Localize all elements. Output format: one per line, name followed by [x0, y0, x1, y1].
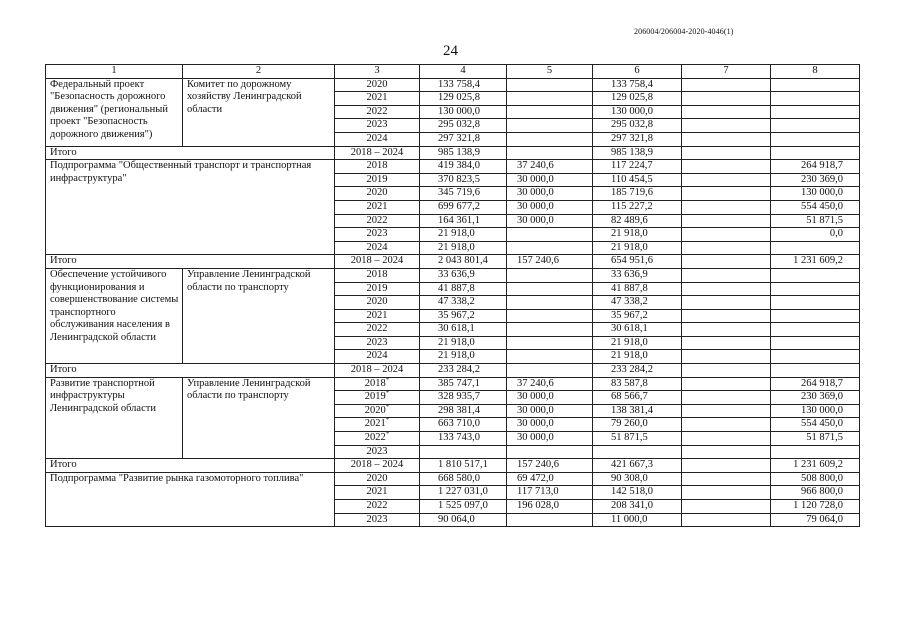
amount-other: 1 231 609,2	[771, 459, 860, 473]
amount-local	[682, 472, 771, 486]
year-cell	[335, 92, 420, 106]
year-cell	[335, 486, 420, 500]
amount-other	[771, 132, 860, 146]
amount-federal: 30 000,0	[507, 187, 593, 201]
amount-regional: 41 887,8	[593, 282, 682, 296]
total-label: Итого	[46, 459, 335, 473]
amount-federal	[507, 146, 593, 160]
page-number: 24	[443, 43, 458, 59]
year-value: 2024	[366, 350, 388, 362]
total-label: Итого	[46, 146, 335, 160]
amount-regional: 79 260,0	[593, 418, 682, 432]
amount-other: 130 000,0	[771, 187, 860, 201]
column-header: 6	[593, 65, 682, 79]
amount-local	[682, 160, 771, 174]
amount-other	[771, 92, 860, 106]
year-value: 2021	[366, 92, 388, 104]
amount-local	[682, 350, 771, 364]
amount-regional: 138 381,4	[593, 404, 682, 418]
amount-federal	[507, 350, 593, 364]
amount-local	[682, 105, 771, 119]
column-header: 7	[682, 65, 771, 79]
year-cell	[335, 513, 420, 527]
amount-regional: 130 000,0	[593, 105, 682, 119]
year-cell	[335, 160, 420, 174]
year-cell	[335, 268, 420, 282]
amount-federal: 30 000,0	[507, 214, 593, 228]
table-row	[46, 377, 860, 391]
amount-local	[682, 173, 771, 187]
amount-regional: 21 918,0	[593, 228, 682, 242]
year-cell	[335, 309, 420, 323]
table-row	[46, 268, 860, 282]
year-range-cell: 2018 – 2024	[335, 459, 420, 473]
amount-local	[682, 200, 771, 214]
year-cell	[335, 296, 420, 310]
amount-local	[682, 445, 771, 459]
year-cell	[335, 282, 420, 296]
amount-regional: 233 284,2	[593, 364, 682, 378]
amount-other: 264 918,7	[771, 160, 860, 174]
amount-local	[682, 92, 771, 106]
amount-federal: 30 000,0	[507, 404, 593, 418]
amount-local	[682, 241, 771, 255]
amount-local	[682, 486, 771, 500]
amount-federal: 37 240,6	[507, 160, 593, 174]
amount-regional: 129 025,8	[593, 92, 682, 106]
amount-federal	[507, 132, 593, 146]
amount-federal: 117 713,0	[507, 486, 593, 500]
amount-total: 21 918,0	[420, 228, 507, 242]
amount-other	[771, 146, 860, 160]
amount-total: 297 321,8	[420, 132, 507, 146]
year-value: 2020	[364, 404, 386, 416]
year-cell	[335, 391, 420, 405]
amount-total: 129 025,8	[420, 92, 507, 106]
amount-other: 1 120 728,0	[771, 500, 860, 514]
responsible-executor: Управление Ленинградской области по транспорту	[183, 268, 335, 363]
amount-federal	[507, 119, 593, 133]
amount-local	[682, 187, 771, 201]
amount-total: 35 967,2	[420, 309, 507, 323]
section-label: Федеральный проект "Безопасность дорожного движения" (региональный проект "Безопасность дорожного движения")	[46, 78, 183, 146]
amount-total: 164 361,1	[420, 214, 507, 228]
amount-total: 21 918,0	[420, 336, 507, 350]
year-value: 2021	[366, 200, 388, 212]
amount-total: 370 823,5	[420, 173, 507, 187]
amount-local	[682, 513, 771, 527]
amount-local	[682, 296, 771, 310]
year-cell	[335, 323, 420, 337]
amount-local	[682, 323, 771, 337]
amount-federal: 157 240,6	[507, 459, 593, 473]
amount-regional: 297 321,8	[593, 132, 682, 146]
document-id: 206004/206004-2020-4046(1)	[634, 27, 734, 36]
year-cell	[335, 214, 420, 228]
amount-federal: 30 000,0	[507, 418, 593, 432]
year-value: 2019	[364, 391, 386, 403]
amount-total: 2 043 801,4	[420, 255, 507, 269]
amount-total: 47 338,2	[420, 296, 507, 310]
amount-federal: 30 000,0	[507, 391, 593, 405]
year-cell	[335, 418, 420, 432]
amount-other: 0,0	[771, 228, 860, 242]
amount-local	[682, 404, 771, 418]
amount-local	[682, 282, 771, 296]
column-header: 8	[771, 65, 860, 79]
amount-total: 133 758,4	[420, 78, 507, 92]
amount-total: 130 000,0	[420, 105, 507, 119]
amount-total: 668 580,0	[420, 472, 507, 486]
amount-total: 1 810 517,1	[420, 459, 507, 473]
amount-total: 328 935,7	[420, 391, 507, 405]
amount-local	[682, 78, 771, 92]
amount-local	[682, 391, 771, 405]
amount-total: 90 064,0	[420, 513, 507, 527]
amount-other	[771, 78, 860, 92]
amount-local	[682, 500, 771, 514]
amount-other	[771, 268, 860, 282]
total-row	[46, 364, 860, 378]
amount-total: 30 618,1	[420, 323, 507, 337]
amount-other: 264 918,7	[771, 377, 860, 391]
amount-regional: 33 636,9	[593, 268, 682, 282]
year-value: 2021	[366, 486, 388, 498]
year-cell	[335, 105, 420, 119]
amount-regional: 185 719,6	[593, 187, 682, 201]
amount-other: 230 369,0	[771, 173, 860, 187]
total-row	[46, 255, 860, 269]
amount-federal: 157 240,6	[507, 255, 593, 269]
amount-regional: 51 871,5	[593, 432, 682, 446]
year-cell	[335, 336, 420, 350]
table-row	[46, 160, 860, 174]
year-value: 2024	[366, 132, 388, 144]
amount-federal: 30 000,0	[507, 200, 593, 214]
year-value: 2019	[366, 282, 388, 294]
year-value: 2019	[366, 173, 388, 185]
amount-federal	[507, 92, 593, 106]
year-value: 2023	[366, 228, 388, 240]
year-value: 2018	[366, 268, 388, 280]
column-header: 2	[183, 65, 335, 79]
amount-other	[771, 445, 860, 459]
amount-other: 230 369,0	[771, 391, 860, 405]
amount-total: 41 887,8	[420, 282, 507, 296]
amount-other: 130 000,0	[771, 404, 860, 418]
responsible-executor: Управление Ленинградской области по транспорту	[183, 377, 335, 459]
amount-federal	[507, 282, 593, 296]
amount-regional: 11 000,0	[593, 513, 682, 527]
amount-total: 233 284,2	[420, 364, 507, 378]
column-header: 1	[46, 65, 183, 79]
year-cell	[335, 350, 420, 364]
amount-other: 966 800,0	[771, 486, 860, 500]
section-label: Развитие транспортной инфраструктуры Ленинградской области	[46, 377, 183, 459]
amount-federal	[507, 309, 593, 323]
footnote-mark: *	[385, 417, 390, 425]
year-range-cell: 2018 – 2024	[335, 146, 420, 160]
budget-table	[45, 64, 860, 527]
amount-total: 21 918,0	[420, 241, 507, 255]
amount-regional: 21 918,0	[593, 350, 682, 364]
amount-local	[682, 119, 771, 133]
year-range-cell: 2018 – 2024	[335, 364, 420, 378]
amount-local	[682, 377, 771, 391]
amount-other: 51 871,5	[771, 432, 860, 446]
year-cell	[335, 472, 420, 486]
year-value: 2018	[364, 377, 386, 389]
amount-regional: 82 489,6	[593, 214, 682, 228]
year-value: 2023	[366, 119, 388, 131]
table-row	[46, 78, 860, 92]
year-value: 2022	[364, 432, 386, 444]
year-cell	[335, 432, 420, 446]
amount-local	[682, 268, 771, 282]
amount-other: 1 231 609,2	[771, 255, 860, 269]
amount-regional: 421 667,3	[593, 459, 682, 473]
amount-regional: 35 967,2	[593, 309, 682, 323]
amount-regional: 68 566,7	[593, 391, 682, 405]
amount-federal	[507, 228, 593, 242]
year-value: 2020	[366, 187, 388, 199]
year-value: 2023	[366, 445, 388, 457]
amount-local	[682, 432, 771, 446]
responsible-executor: Комитет по дорожному хозяйству Ленинградской области	[183, 78, 335, 146]
amount-regional: 90 308,0	[593, 472, 682, 486]
amount-regional: 21 918,0	[593, 336, 682, 350]
amount-other	[771, 282, 860, 296]
amount-federal: 196 028,0	[507, 500, 593, 514]
amount-regional: 21 918,0	[593, 241, 682, 255]
section-label: Подпрограмма "Общественный транспорт и транспортная инфраструктура"	[46, 160, 335, 255]
amount-total: 298 381,4	[420, 404, 507, 418]
year-cell	[335, 119, 420, 133]
amount-local	[682, 228, 771, 242]
amount-federal	[507, 323, 593, 337]
year-cell	[335, 132, 420, 146]
amount-regional: 295 032,8	[593, 119, 682, 133]
amount-federal: 69 472,0	[507, 472, 593, 486]
section-label: Обеспечение устойчивого функционирования и совершенствование системы транспортного обслуживания населения в Ленинградской области	[46, 268, 183, 363]
amount-other	[771, 350, 860, 364]
year-value: 2022	[366, 500, 388, 511]
amount-regional: 110 454,5	[593, 173, 682, 187]
amount-other	[771, 323, 860, 337]
amount-federal	[507, 268, 593, 282]
amount-other: 51 871,5	[771, 214, 860, 228]
amount-regional: 985 138,9	[593, 146, 682, 160]
amount-local	[682, 214, 771, 228]
year-range-cell: 2018 – 2024	[335, 255, 420, 269]
footnote-mark: *	[385, 431, 390, 439]
amount-other: 79 064,0	[771, 513, 860, 527]
amount-regional: 208 341,0	[593, 500, 682, 514]
year-value: 2018	[366, 160, 388, 172]
amount-local	[682, 255, 771, 269]
amount-other: 554 450,0	[771, 200, 860, 214]
amount-federal	[507, 364, 593, 378]
amount-regional	[593, 445, 682, 459]
year-value: 2020	[366, 296, 388, 308]
amount-federal	[507, 513, 593, 527]
year-value: 2022	[366, 214, 388, 226]
total-row	[46, 459, 860, 473]
year-cell	[335, 445, 420, 459]
amount-total: 1 227 031,0	[420, 486, 507, 500]
footnote-mark: *	[385, 404, 390, 411]
year-cell	[335, 78, 420, 92]
amount-federal	[507, 78, 593, 92]
amount-local	[682, 309, 771, 323]
amount-local	[682, 132, 771, 146]
amount-local	[682, 146, 771, 160]
total-label: Итого	[46, 255, 335, 269]
amount-regional: 117 224,7	[593, 160, 682, 174]
year-value: 2020	[366, 472, 388, 484]
year-value: 2023	[366, 513, 388, 525]
section-label: Подпрограмма "Развитие рынка газомоторного топлива"	[46, 472, 335, 526]
amount-total: 663 710,0	[420, 418, 507, 432]
amount-other	[771, 119, 860, 133]
column-header: 5	[507, 65, 593, 79]
amount-other	[771, 241, 860, 255]
year-cell	[335, 404, 420, 418]
total-row	[46, 146, 860, 160]
amount-other	[771, 309, 860, 323]
amount-total: 21 918,0	[420, 350, 507, 364]
column-header: 3	[335, 65, 420, 79]
year-value: 2022	[366, 323, 388, 335]
footnote-mark: *	[385, 377, 390, 384]
amount-regional: 133 758,4	[593, 78, 682, 92]
amount-total: 295 032,8	[420, 119, 507, 133]
amount-total: 699 677,2	[420, 200, 507, 214]
amount-federal: 30 000,0	[507, 432, 593, 446]
table-row	[46, 472, 860, 486]
amount-regional: 654 951,6	[593, 255, 682, 269]
amount-federal	[507, 296, 593, 310]
amount-total	[420, 445, 507, 459]
year-value: 2023	[366, 336, 388, 348]
amount-regional: 83 587,8	[593, 377, 682, 391]
year-value: 2020	[366, 78, 388, 90]
amount-local	[682, 459, 771, 473]
amount-total: 419 384,0	[420, 160, 507, 174]
amount-regional: 47 338,2	[593, 296, 682, 310]
amount-local	[682, 418, 771, 432]
amount-other	[771, 364, 860, 378]
footnote-mark: *	[385, 390, 390, 398]
year-cell	[335, 228, 420, 242]
year-value: 2021	[364, 418, 386, 430]
year-cell	[335, 500, 420, 514]
amount-regional: 142 518,0	[593, 486, 682, 500]
amount-regional: 30 618,1	[593, 323, 682, 337]
amount-local	[682, 364, 771, 378]
amount-other: 508 800,0	[771, 472, 860, 486]
year-value: 2024	[366, 241, 388, 253]
year-cell	[335, 200, 420, 214]
amount-total: 385 747,1	[420, 377, 507, 391]
total-label: Итого	[46, 364, 335, 378]
amount-federal	[507, 445, 593, 459]
year-value: 2022	[366, 105, 388, 117]
year-cell	[335, 173, 420, 187]
amount-other	[771, 336, 860, 350]
amount-federal: 30 000,0	[507, 173, 593, 187]
amount-other	[771, 105, 860, 119]
amount-local	[682, 336, 771, 350]
amount-other: 554 450,0	[771, 418, 860, 432]
column-number-header-row	[46, 65, 860, 79]
amount-total: 1 525 097,0	[420, 500, 507, 514]
amount-federal	[507, 241, 593, 255]
amount-other	[771, 296, 860, 310]
amount-total: 33 636,9	[420, 268, 507, 282]
amount-total: 985 138,9	[420, 146, 507, 160]
amount-federal: 37 240,6	[507, 377, 593, 391]
year-cell	[335, 377, 420, 391]
column-header: 4	[420, 65, 507, 79]
amount-regional: 115 227,2	[593, 200, 682, 214]
amount-total: 345 719,6	[420, 187, 507, 201]
year-cell	[335, 241, 420, 255]
amount-federal	[507, 336, 593, 350]
year-value: 2021	[366, 309, 388, 321]
amount-federal	[507, 105, 593, 119]
year-cell	[335, 187, 420, 201]
amount-total: 133 743,0	[420, 432, 507, 446]
